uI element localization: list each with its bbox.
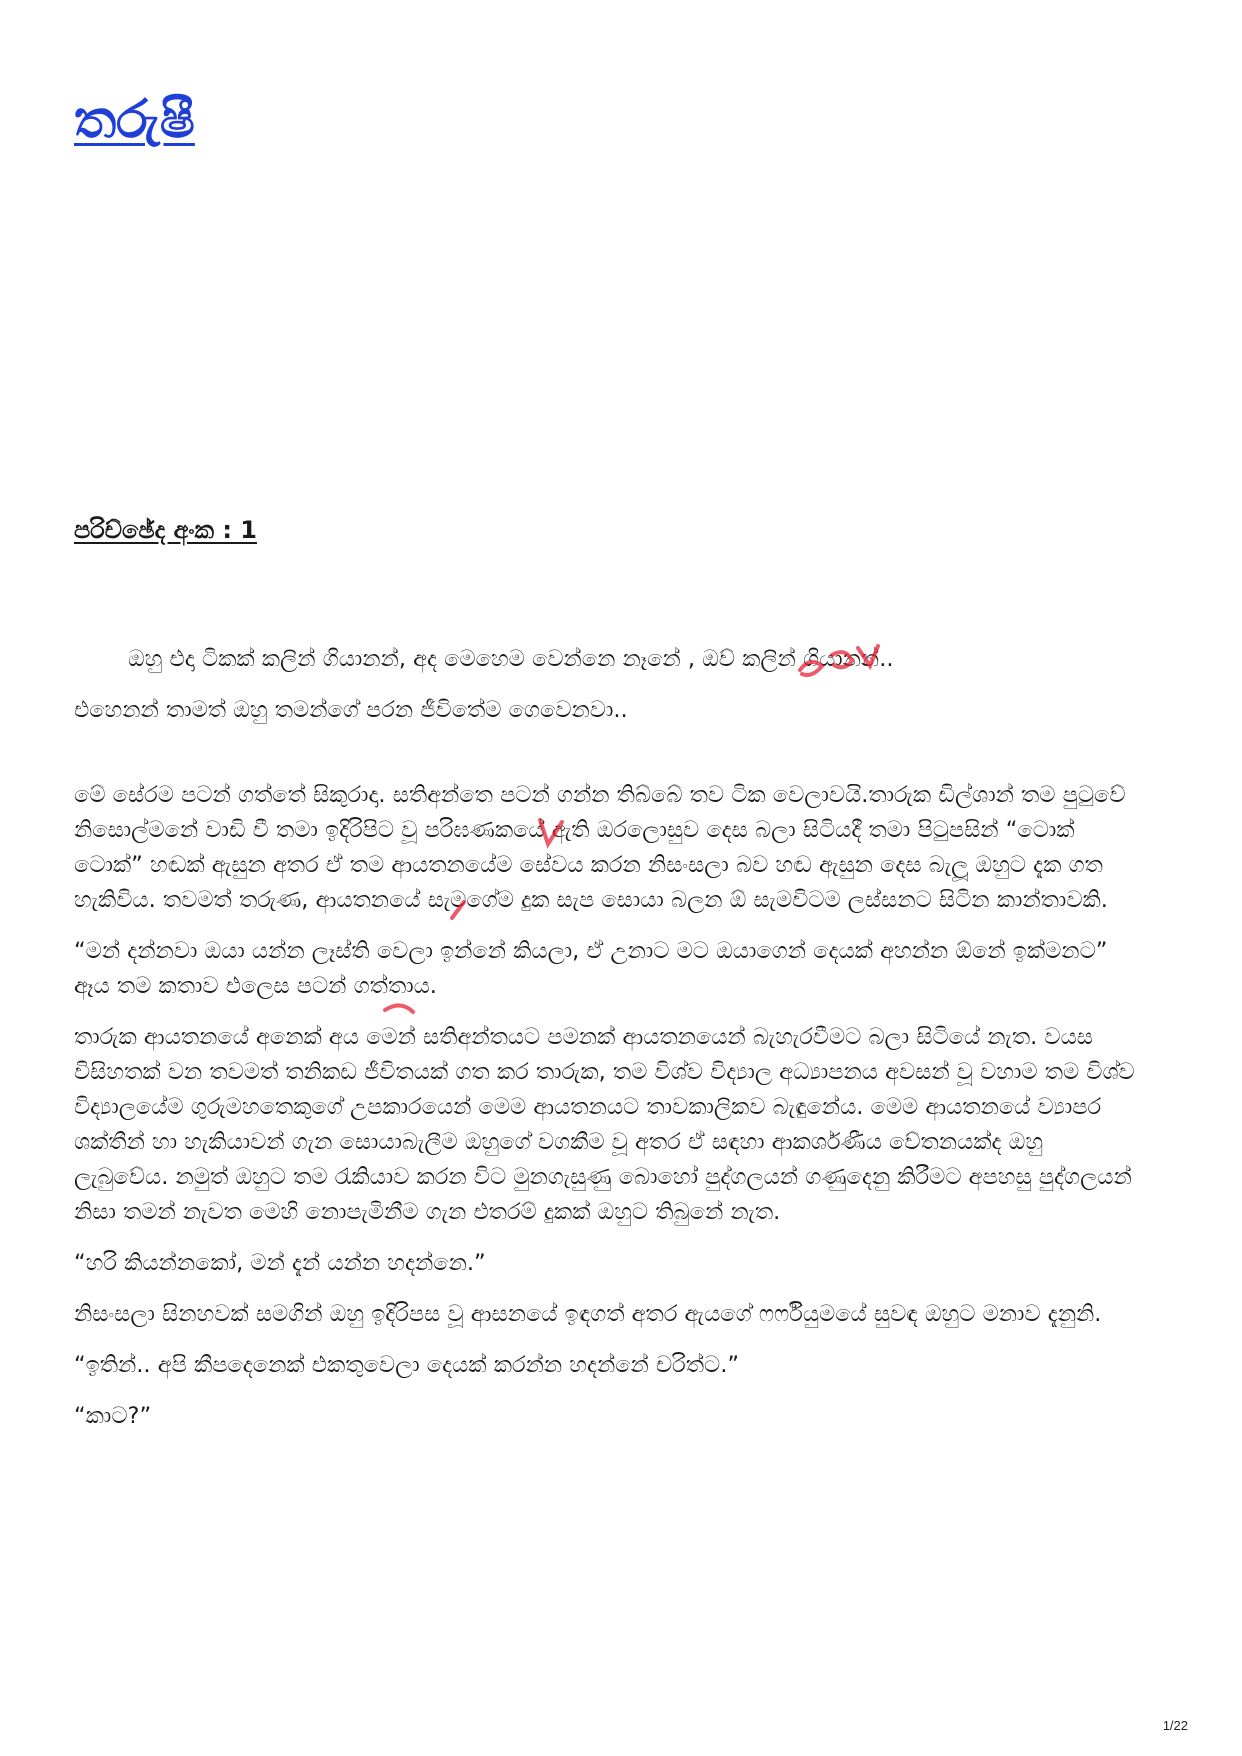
paragraph-6: “හරි කියන්නකෝ, මන් දැන් යන්න හදන්නෙ.” bbox=[74, 1250, 486, 1276]
page-number: 1/22 bbox=[1162, 1718, 1188, 1733]
paragraph-5: තාරුක ආයතනයේ අනෙක් අය මෙන් සතිඅන්තයට පමනක් ආයතනයෙන් බැහැරවීමට බලා සිටියේ නැත. වයස විසිහතක් වන තවමත් තනිකඩ ජීවිතයක් ගත කර තාරුක, තම විශ්ව විද්‍යාල අධ්‍යාපනය අවසන් වූ වහාම තම විශ්ව විද්‍යාලයේම ගුරුමහතෙකුගේ උපකාරයෙන් මෙම ආයතනයට තාවකාලිකව බැඳුනේය. මෙම ආයතනයේ ව්‍යාපර ශක්තීන් හා හැකියාවන් ගැන සොයාබැලීම ඔහුගේ වගකීම වූ අතර ඒ සඳහා ආකර්ශණීය වේතනයක්ද ඔහු ලැබුවේය. නමුත් ඔහුට තම රැකියාව කරන විට මුනගැසුණු බොහෝ පුද්ගලයන් ගණුදෙනු කිරීමට අපහසු පුද්ගලයන් නිසා තමන් නැවත මෙහි නොපැමිනීම ගැන එතරම් දුකක් ඔහුට තිබුනේ නැත. bbox=[74, 1024, 1135, 1225]
paragraph-3: මේ සේරම පටන් ගත්තේ සිකුරාදා. සතිඅන්තෙ පටන් ගන්න තිබ්බේ තව ටික වෙලාවයි.තාරුක ඩිල්ශාන් තම පුටුවේ නිසොල්මනේ වාඩි වී තමා ඉදිරිපිට වූ පරිඝණකයේ ඇති ඔරලොසුව දෙස බලා සිටියදී තමා පිටුපසින් “ටොක් ටොක්” හඬක් ඇසුන අතර ඒ තම ආයතනයේම සේවය කරන නිසංසලා බව හඬ ඇසුන දෙස බැලූ ඔහුට දැක ගත හැකිවිය. තවමත් තරුණ, ආයතනයේ සැමගේම දුක සැප සොයා බලන ඕ සැමවිටම ලස්සනට සිටින කාන්තාවකි. bbox=[74, 782, 1126, 913]
paragraph-1: ඔහු එදා ටිකක් කලින් ගියානන්, අද මෙහෙම වෙන්නෙ නෑනේ , ඔව් කලින් ගියානන්.. bbox=[128, 646, 894, 672]
chapter-heading: පරිච්ඡේද අංක : 1 bbox=[74, 516, 257, 544]
body-text bbox=[74, 642, 1140, 1450]
paragraph-7: නිසංසලා සිනහවක් සමගින් ඔහු ඉදිරිපස වූ ආසනයේ ඉඳගත් අතර ඇයගේ ෆර්ෆියුමයේ සුවඳ ඔහුට මනාව දැනුනි. bbox=[74, 1301, 1102, 1327]
paragraph-4: “මන් දන්නවා ඔයා යන්න ලෑස්ති වෙලා ඉන්නේ කියලා, ඒ උනාට මට ඔයාගෙන් දෙයක් අහන්න ඕනේ ඉක්මනට” ඈය තම කතාව එලෙස පටන් ගත්තාය. bbox=[74, 938, 1108, 999]
paragraph-9: “කාට?” bbox=[74, 1403, 152, 1429]
book-title[interactable]: තරුෂී bbox=[74, 90, 195, 150]
paragraph-2: එහෙනන් තාමත් ඔහු තමන්ගේ පරන ජීවිතේම ගෙවෙනවා.. bbox=[74, 697, 628, 723]
paragraph-8: “ඉතින්.. අපි කීපදෙනෙක් එකතුවෙලා දෙයක් කරන්න හදන්නේ චරිත්ට.” bbox=[74, 1352, 740, 1378]
